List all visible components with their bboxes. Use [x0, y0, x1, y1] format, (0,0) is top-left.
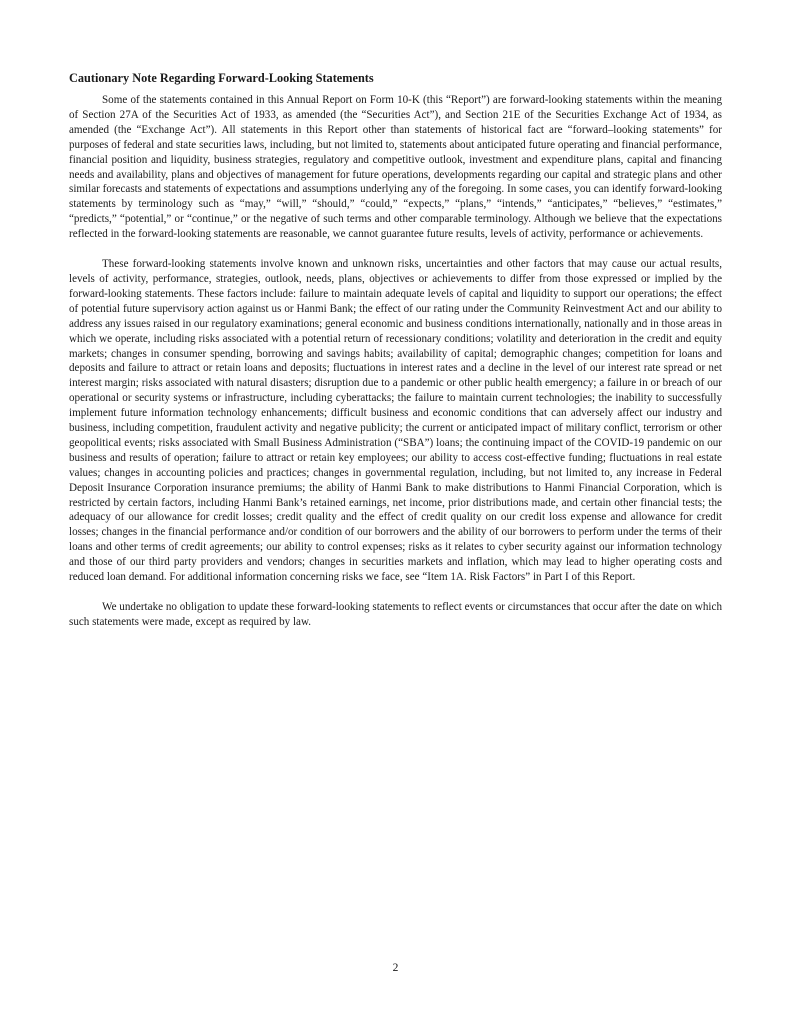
- paragraph-no-obligation: We undertake no obligation to update these forward-looking statements to reflect events or circumstances that occur after the date on which such statements were made, except as required by law.: [69, 601, 722, 628]
- document-body: [69, 71, 722, 630]
- paragraph-forward-looking-definition: Some of the statements contained in this Annual Report on Form 10-K (this “Report”) are forward-looking statements within the meaning of Section 27A of the Securities Act of 1933, as amended (the “Securities Act”), and Section 21E of the Securities Exchange Act of 1934, as amended (the “Exchange Act”). All statements in this Report other than statements of historical fact are “forward–looking statements” for purposes of federal and state securities laws, including, but not limited to, statements about anticipated future operating and financial performance, financial position and liquidity, business strategies, regulatory and competitive outlook, investment and expenditure plans, capital and financing needs and availability, plans and objectives of management for future operations, developments regarding our capital and strategic plans and other similar forecasts and statements of expectations and assumptions underlying any of the foregoing. In some cases, you can identify forward-looking statements by terminology such as “may,” “will,” “should,” “could,” “expects,” “plans,” “intends,” “anticipates,” “believes,” “estimates,” “predicts,” “potential,” or “continue,” or the negative of such terms and other comparable terminology. Although we believe that the expectations reflected in the forward-looking statements are reasonable, we cannot guarantee future results, levels of activity, performance or achievements.: [69, 94, 722, 241]
- page-number: 2: [392, 962, 399, 974]
- section-heading: Cautionary Note Regarding Forward-Looking Statements: [69, 71, 374, 85]
- paragraph-risk-factors: These forward-looking statements involve known and unknown risks, uncertainties and other factors that may cause our actual results, levels of activity, performance, strategies, outlook, needs, plans, objectives or achievements to differ from those expressed or implied by the forward-looking statements. These factors include: failure to maintain adequate levels of capital and liquidity to support our operations; the effect of potential future supervisory action against us or Hanmi Bank; the effect of our rating under the Community Reinvestment Act and our ability to address any issues raised in our regulatory examinations; general economic and business conditions internationally, nationally and in those areas in which we operate, including risks associated with a potential return of recessionary conditions; volatility and deterioration in the credit and equity markets; changes in consumer spending, borrowing and savings habits; availability of capital; demographic changes; competition for loans and deposits and failure to attract or retain loans and deposits; fluctuations in interest rates and a decline in the level of our interest rate spread or net interest margin; risks associated with natural disasters; disruption due to a pandemic or other public health emergency; a failure in or breach of our operational or security systems or infrastructure, including cyberattacks; the failure to maintain current technologies; the inability to successfully implement future information technology enhancements; difficult business and economic conditions that can adversely affect our industry and business, including competition, fraudulent activity and negative publicity; the current or anticipated impact of military conflict, terrorism or other geopolitical events; risks associated with Small Business Administration (“SBA”) loans; the continuing impact of the COVID-19 pandemic on our business and results of operation; failure to attract or retain key employees; our ability to access cost-effective funding; fluctuations in real estate values; changes in accounting policies and practices; changes in governmental regulation, including, but not limited to, any increase in Federal Deposit Insurance Corporation insurance premiums; the ability of Hanmi Bank to make distributions to Hanmi Financial Corporation, which is restricted by certain factors, including Hanmi Bank’s retained earnings, net income, prior distributions made, and certain other financial tests; the adequacy of our allowance for credit losses; credit quality and the effect of credit quality on our credit loss expense and allowance for credit losses; changes in the financial performance and/or condition of our borrowers and the ability of our borrowers to perform under the terms of their loans and other terms of credit agreements; our ability to control expenses; risks as it relates to cyber security against our information technology and those of our third party providers and vendors; changes in securities markets and inflation, which may lead to higher operating costs and reduced loan demand. For additional information concerning risks we face, see “Item 1A. Risk Factors” in Part I of this Report.: [69, 258, 722, 584]
